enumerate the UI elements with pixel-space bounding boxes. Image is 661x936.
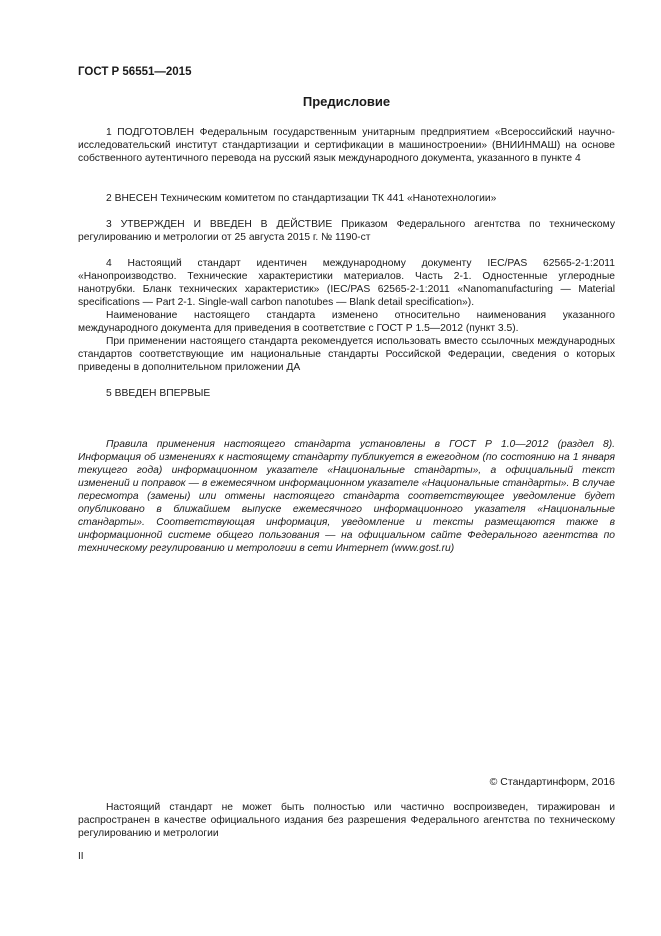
paragraph-3: 3 УТВЕРЖДЕН И ВВЕДЕН В ДЕЙСТВИЕ Приказом Федерального агентства по техническому регулированию и метрологии от 25 августа 2015 г. № 1190-ст <box>78 219 615 243</box>
paragraph-5: 5 ВВЕДЕН ВПЕРВЫЕ <box>106 388 211 399</box>
paragraph-4-name-change: Наименование настоящего стандарта изменено относительно наименования указанного международного документа для приведения в соответствие с ГОСТ Р 1.5—2012 (пункт 3.5). <box>78 310 615 334</box>
paragraph-4-references: При применении настоящего стандарта рекомендуется использовать вместо ссылочных международных стандартов соответствующие им национальные стандарты Российской Федерации, сведения о которых приведены в дополнительном приложении ДА <box>78 336 615 373</box>
legal-notice: Настоящий стандарт не может быть полностью или частично воспроизведен, тиражирован и распространен в качестве официального издания без разрешения Федерального агентства по техническому регулированию и метрологии <box>78 802 615 839</box>
application-rules-note: Правила применения настоящего стандарта установлены в ГОСТ Р 1.0—2012 (раздел 8). Информация об изменениях к настоящему стандарту публикуется в ежегодном (по состоянию на 1 января текущего года) информационном указателе «Национальные стандарты», а официальный текст изменений и поправок — в ежемесячном информационном указателе «Национальные стандарты». В случае пересмотра (замены) или отмены настоящего стандарта соответствующее уведомление будет опубликовано в ближайшем выпуске ежемесячного информационного указателя «Национальные стандарты». Соответствующая информация, уведомление и тексты размещаются также в информационной системе общего пользования — на официальном сайте Федерального агентства по техническому регулированию и метрологии в сети Интернет (www.gost.ru) <box>78 439 615 554</box>
copyright: © Стандартинформ, 2016 <box>489 776 615 788</box>
paragraph-1: 1 ПОДГОТОВЛЕН Федеральным государственным унитарным предприятием «Всероссийский научно-исследовательский институт стандартизации и сертификации в машиностроении» (ВНИИНМАШ) на основе собственного аутентичного перевода на русский язык международного документа, указанного в пункте 4 <box>78 127 615 164</box>
paragraph-4: 4 Настоящий стандарт идентичен международному документу IEC/PAS 62565-2-1:2011 «Нанопроизводство. Технические характеристики материалов. Часть 2-1. Одностенные углеродные нанотрубки. Бланк технических характеристик» (IEC/PAS 62565-2-1:2011 «Nanomanufacturing — Material specifications — Part 2-1. Single-wall carbon nanotubes — Blank detail specification»). <box>78 258 615 308</box>
page-number: II <box>78 851 84 862</box>
page-title: Предисловие <box>302 94 391 109</box>
document-code: ГОСТ Р 56551—2015 <box>78 66 192 78</box>
paragraph-2: 2 ВНЕСЕН Техническим комитетом по стандартизации ТК 441 «Нанотехнологии» <box>106 193 497 204</box>
